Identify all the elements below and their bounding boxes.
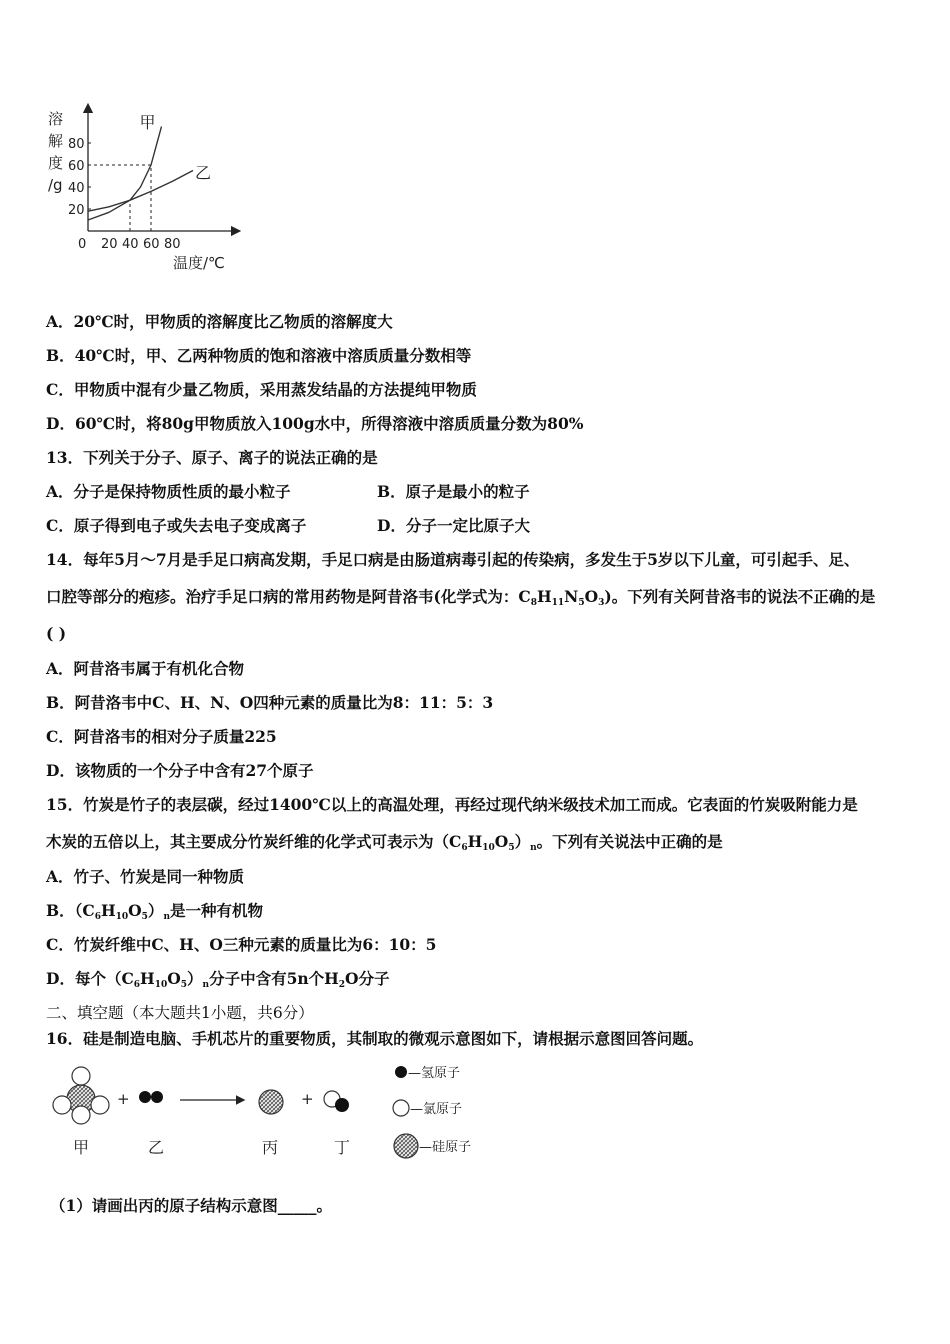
q15-stem-line2: 木炭的五倍以上，其主要成分竹炭纤维的化学式可表示为$(C_6H_{10}O_5)_n$。下列有关说法中正确的是 <box>46 832 723 853</box>
molecule-jia <box>53 1067 109 1124</box>
x-tick-label: 40 <box>122 237 139 252</box>
q12-option-c[interactable]: C．甲物质中混有少量乙物质，采用蒸发结晶的方法提纯甲物质 <box>46 380 477 399</box>
y-axis-label-char: /g <box>48 176 63 194</box>
q13-option-b[interactable]: B．原子是最小的粒子 <box>377 482 530 501</box>
y-tick-label: 80 <box>68 137 85 152</box>
x-tick-label: 80 <box>164 237 181 252</box>
solubility-chart <box>40 100 250 275</box>
series-label-yi: 乙 <box>195 163 212 183</box>
plus-sign-2: + <box>301 1090 314 1108</box>
label-jia: 甲 <box>73 1138 90 1157</box>
section-heading: 二、填空题（本大题共1小题，共6分） <box>46 1004 314 1022</box>
x-axis-label: 温度/℃ <box>173 254 225 272</box>
q12-option-b[interactable]: B．40℃时，甲、乙两种物质的饱和溶液中溶质质量分数相等 <box>46 346 472 365</box>
q12-option-d[interactable]: D．60℃时，将80g甲物质放入100g水中，所得溶液中溶质质量分数为80% <box>46 414 584 433</box>
series-line-jia <box>88 127 162 221</box>
molecule-ding <box>324 1091 349 1112</box>
q14-option-a[interactable]: A．阿昔洛韦属于有机化合物 <box>46 659 245 678</box>
series-label-jia: 甲 <box>139 113 156 132</box>
y-tick-label: 20 <box>68 203 85 218</box>
q15-option-c[interactable]: C．竹炭纤维中C、H、O三种元素的质量比为6：10：5 <box>46 935 437 954</box>
q13-option-c[interactable]: C．原子得到电子或失去电子变成离子 <box>46 516 307 535</box>
q15-stem-line1: 15．竹炭是竹子的表层碳，经过1400℃以上的高温处理，再经过现代纳米级技术加工而成。它表面的竹炭吸附能力是 <box>46 795 858 814</box>
legend-chlorine-symbol <box>393 1100 409 1116</box>
q12-option-a[interactable]: A．20℃时，甲物质的溶解度比乙物质的溶解度大 <box>46 312 393 331</box>
legend-silicon-symbol <box>394 1134 418 1158</box>
q16-stem: 16．硅是制造电脑、手机芯片的重要物质，其制取的微观示意图如下，请根据示意图回答问题。 <box>46 1029 704 1048</box>
y-axis-label-char: 解 <box>48 132 64 150</box>
molecule-bing <box>259 1090 283 1114</box>
y-tick-label: 60 <box>68 159 85 174</box>
reaction-diagram <box>40 1055 500 1165</box>
legend-hydrogen-label: —氢原子 <box>408 1066 461 1081</box>
series-line-yi <box>88 171 193 212</box>
q14-option-d[interactable]: D．该物质的一个分子中含有27个原子 <box>46 761 314 780</box>
label-bing: 丙 <box>262 1138 279 1157</box>
q13-option-d[interactable]: D．分子一定比原子大 <box>377 516 530 535</box>
y-axis-label-char: 度 <box>48 154 64 172</box>
q13-option-a[interactable]: A．分子是保持物质性质的最小粒子 <box>46 482 291 501</box>
x-tick-label: 20 <box>101 237 118 252</box>
q15-option-a[interactable]: A．竹子、竹炭是同一种物质 <box>46 867 245 886</box>
q15-option-d[interactable]: D．每个$(C_6H_{10}O_5)_n$分子中含有5n个$H_2O$分子 <box>46 969 390 990</box>
legend <box>393 1066 471 1158</box>
label-ding: 丁 <box>334 1138 351 1157</box>
q14-option-c[interactable]: C．阿昔洛韦的相对分子质量225 <box>46 727 277 746</box>
legend-chlorine-label: —氯原子 <box>410 1102 463 1117</box>
x-tick-label: 60 <box>143 237 160 252</box>
label-yi: 乙 <box>148 1138 165 1157</box>
y-axis-label-char: 溶 <box>48 110 64 128</box>
q14-stem-line2: 口腔等部分的疱疹。治疗手足口病的常用药物是阿昔洛韦(化学式为：$C_8H_{11}N_5O_3$)。下列有关阿昔洛韦的说法不正确的是 <box>46 587 876 608</box>
y-tick-label: 40 <box>68 181 85 196</box>
q14-option-b[interactable]: B．阿昔洛韦中C、H、N、O四种元素的质量比为8：11：5：3 <box>46 693 494 712</box>
answer-blank[interactable]: _____ <box>277 1196 317 1215</box>
q16-subquestion-1: （1）请画出丙的原子结构示意图_____。 <box>50 1196 333 1215</box>
plus-sign-1: + <box>117 1090 130 1108</box>
legend-silicon-label: —硅原子 <box>419 1140 472 1155</box>
q13-stem: 13．下列关于分子、原子、离子的说法正确的是 <box>46 448 378 467</box>
q14-stem-line1: 14．每年5月～7月是手足口病高发期，手足口病是由肠道病毒引起的传染病，多发生于5岁以下儿童，可引起手、足、 <box>46 550 860 569</box>
molecule-yi <box>139 1091 163 1103</box>
q15-option-b[interactable]: B．$(C_6H_{10}O_5)_n$是一种有机物 <box>46 901 263 922</box>
legend-hydrogen-symbol <box>395 1066 407 1078</box>
x-tick-label: 0 <box>78 237 87 252</box>
q14-answer-bracket: ( ) <box>46 624 67 643</box>
